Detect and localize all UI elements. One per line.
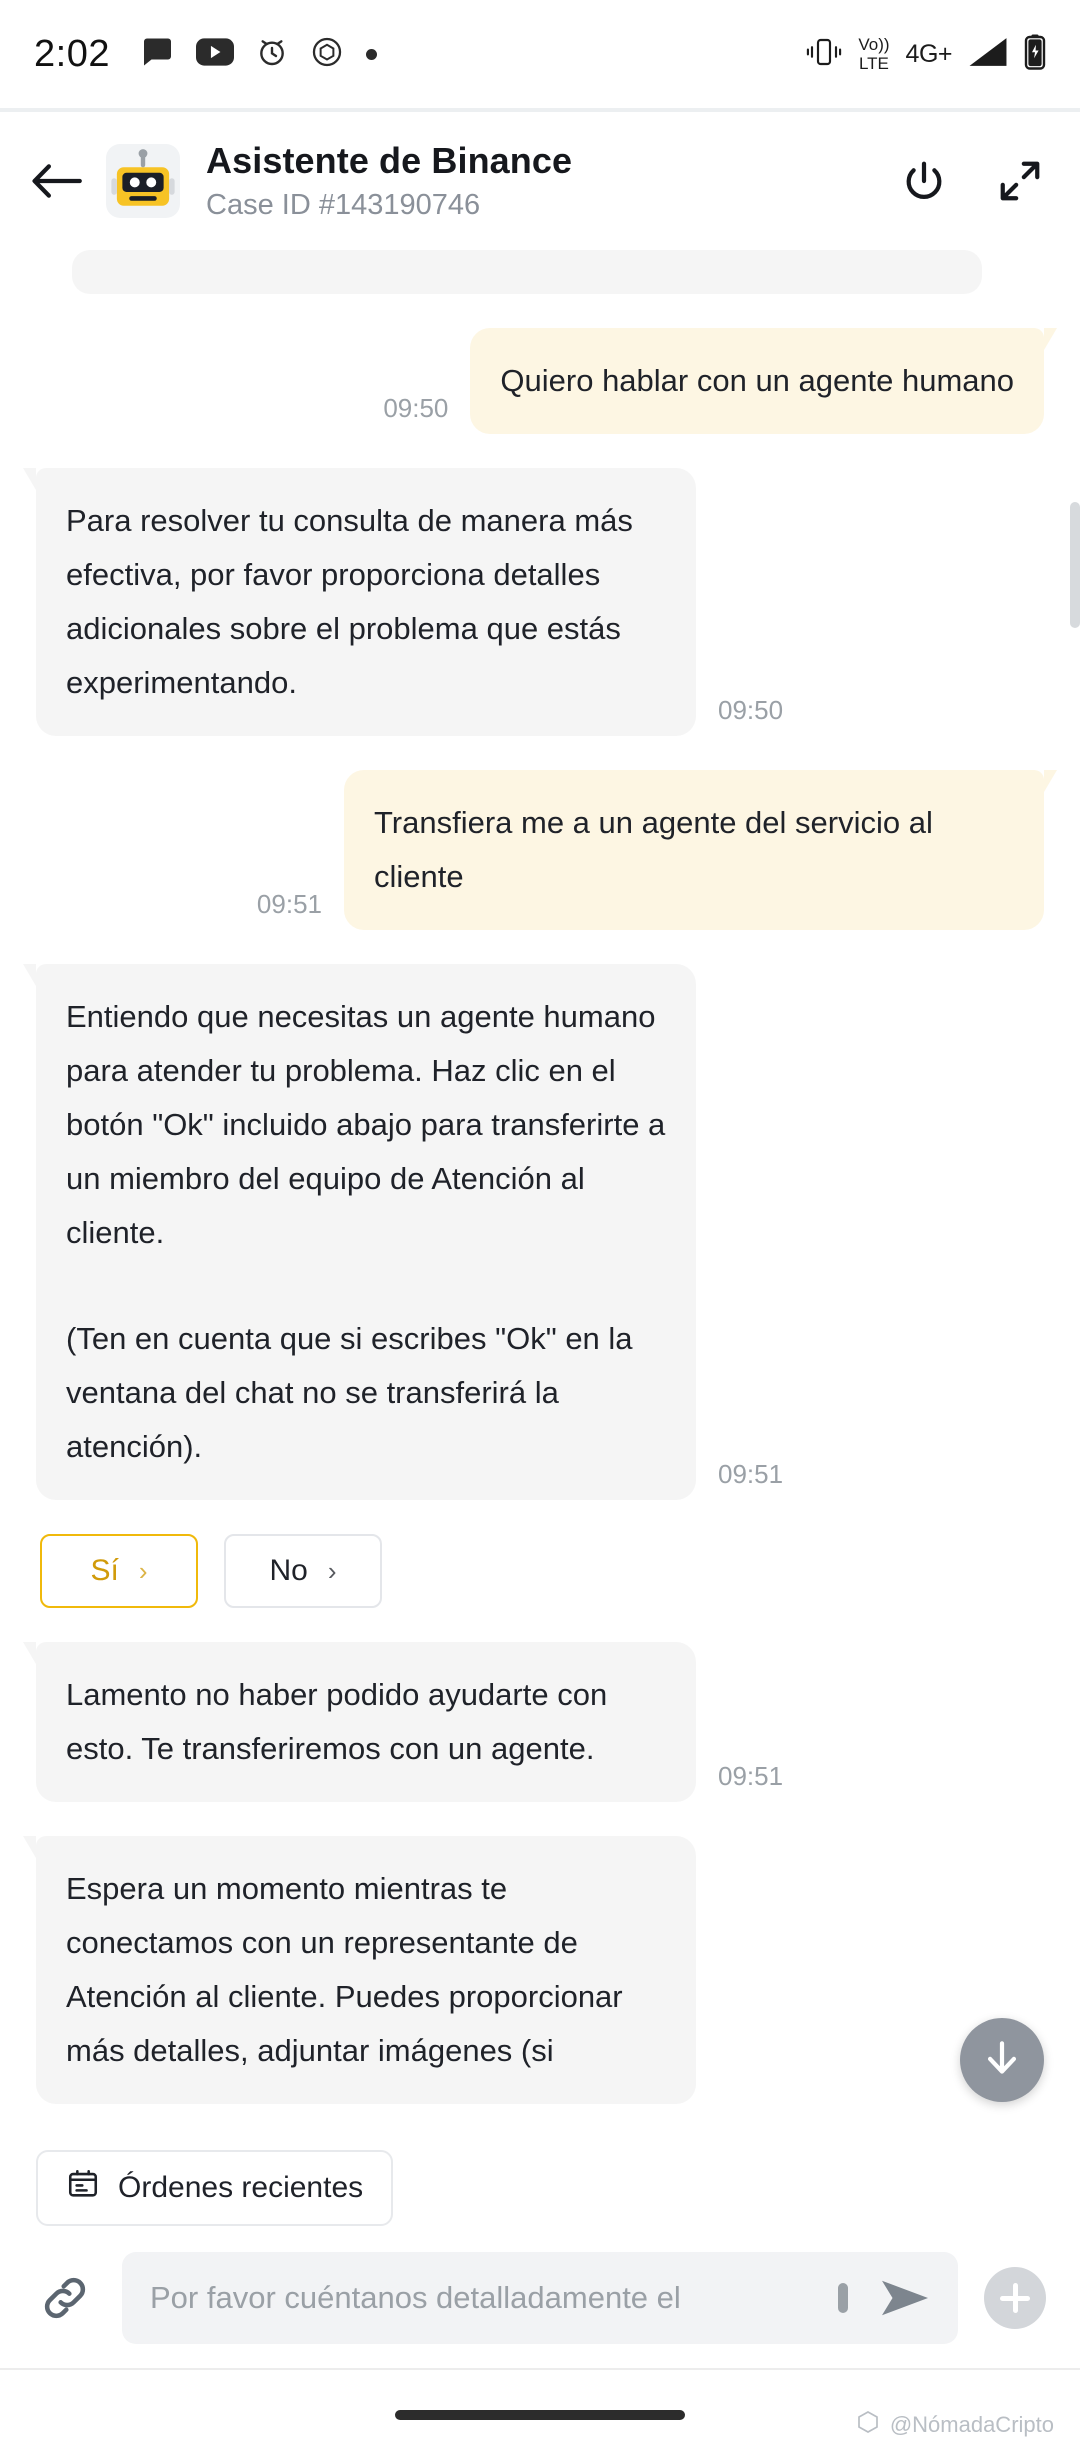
robot-avatar: [106, 144, 180, 218]
message-text: Espera un momento mientras te conectamos con un representante de Atención al cliente. Puedes proporcionar más detalles, adjuntar imágenes (si: [66, 1871, 623, 2068]
volte-icon: [858, 35, 889, 73]
scroll-to-bottom-button[interactable]: [960, 2018, 1044, 2102]
message-input[interactable]: [122, 2252, 958, 2344]
message-bubble-user[interactable]: Transfiera me a un agente del servicio al cliente: [344, 770, 1044, 930]
message-bubble-agent[interactable]: [36, 468, 696, 736]
dot-indicator: [366, 49, 377, 60]
collapse-diagonal-icon[interactable]: [994, 155, 1046, 207]
volte-bottom: LTE: [858, 54, 889, 73]
composer-area: [0, 2128, 1080, 2368]
message-bubble-agent[interactable]: [36, 964, 696, 1500]
suggestion-chip-row: [0, 2128, 1080, 2236]
message-text: Lamento no haber podido ayudarte con esto. Te transferiremos con un agente.: [66, 1677, 608, 1766]
message-timestamp: 09:51: [718, 1761, 784, 1791]
arrow-down-icon: [980, 2036, 1024, 2085]
quick-reply-yes-button[interactable]: [40, 1534, 198, 1608]
plus-icon[interactable]: [984, 2267, 1046, 2329]
chat-scroll-area[interactable]: [0, 250, 1080, 2128]
message-row-agent-2: [36, 964, 1044, 1500]
message-input-placeholder: Por favor cuéntanos detalladamente el: [150, 2280, 681, 2315]
quick-reply-label: No: [269, 1554, 308, 1587]
status-bar: [0, 0, 1080, 108]
message-row-agent-4: [36, 1836, 1044, 2104]
message-row-user-2: [36, 770, 1044, 930]
status-clock: 2:02: [34, 32, 110, 75]
watermark: [856, 2410, 1054, 2440]
message-timestamp: 09:51: [256, 889, 322, 919]
page-title: Asistente de Binance: [206, 140, 573, 181]
quick-reply-label: Sí: [90, 1554, 119, 1587]
header-titles: [206, 140, 898, 222]
message-row-agent-3: [36, 1642, 1044, 1802]
recent-orders-label: Órdenes recientes: [118, 2171, 364, 2204]
chat-icon: [138, 34, 174, 75]
youtube-icon: [196, 38, 234, 71]
signal-bars-icon: [968, 36, 1008, 73]
recent-orders-chip[interactable]: [36, 2150, 393, 2226]
message-bubble-user[interactable]: Quiero hablar con un agente humano: [470, 328, 1044, 434]
link-attachment-icon[interactable]: [34, 2267, 96, 2329]
watermark-icon: [856, 2410, 880, 2440]
message-row-agent-1: [36, 468, 1044, 736]
message-bubble-agent[interactable]: [36, 1836, 696, 2104]
message-paragraph-2: (Ten en cuenta que si escribes "Ok" en la ventana del chat no se transferirá la atención).: [66, 1321, 633, 1464]
alarm-icon: [256, 36, 288, 73]
power-icon[interactable]: [898, 155, 950, 207]
chevron-right-icon: ›: [327, 1555, 337, 1586]
message-timestamp: 09:50: [718, 695, 784, 725]
home-indicator[interactable]: [395, 2410, 685, 2420]
message-row-user-1: [36, 328, 1044, 434]
message-bubble-partial-top: [72, 250, 982, 294]
message-bubble-agent[interactable]: [36, 1642, 696, 1802]
chevron-right-icon: ›: [138, 1555, 148, 1586]
message-timestamp: 09:51: [718, 1459, 784, 1489]
header-actions: [898, 155, 1046, 207]
watermark-label: @NómadaCripto: [889, 2412, 1054, 2437]
recent-orders-icon: [66, 2167, 100, 2209]
message-composer: [0, 2236, 1080, 2368]
message-paragraph-1: Entiendo que necesitas un agente humano para atender tu problema. Haz clic en el botón "Ok" incluido abajo para transferirte a un miembro del equipo de Atención al cliente.: [66, 999, 666, 1250]
vibrate-icon: [806, 35, 842, 74]
case-id-label: Case ID #143190746: [206, 189, 481, 221]
battery-icon: [1024, 34, 1046, 75]
send-icon[interactable]: [878, 2275, 932, 2321]
back-arrow-icon[interactable]: [26, 150, 88, 212]
quick-reply-no-button[interactable]: [224, 1534, 382, 1608]
quick-reply-row: [36, 1534, 1044, 1608]
system-nav-bar: [0, 2368, 1080, 2460]
chat-scrollbar[interactable]: [1070, 502, 1080, 628]
network-label: 4G+: [905, 39, 952, 68]
message-text: Para resolver tu consulta de manera más efectiva, por favor proporciona detalles adicionales sobre el problema que estás experimentando.: [66, 503, 633, 700]
openai-icon: [310, 35, 344, 74]
status-system-icons: [806, 34, 1046, 75]
status-notification-icons: [138, 34, 377, 75]
message-timestamp: 09:50: [383, 393, 449, 423]
chat-header: [0, 112, 1080, 250]
volte-top: Vo)): [858, 35, 890, 54]
mic-icon[interactable]: [838, 2283, 848, 2313]
